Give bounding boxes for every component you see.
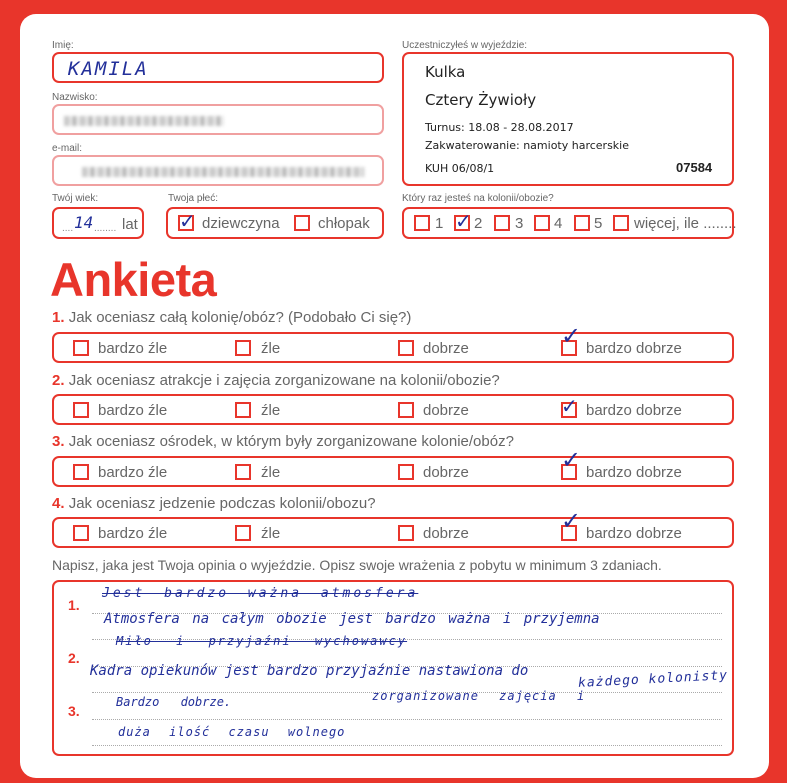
times-checkbox-3[interactable] (494, 215, 510, 231)
name-field[interactable] (52, 52, 384, 83)
q3-label-bad: źle (261, 464, 281, 481)
times-checkbox-more[interactable] (613, 215, 629, 231)
q3-label-very-bad: bardzo źle (98, 464, 168, 481)
q4-checkbox-good[interactable] (398, 525, 414, 541)
q4-label-good: dobrze (423, 525, 469, 542)
check-mark-icon: ✓ (561, 446, 582, 474)
q2-checkbox-very-bad[interactable] (73, 402, 89, 418)
q1-label-bad: źle (261, 340, 281, 357)
q4-checkbox-bad[interactable] (235, 525, 251, 541)
gender-group (166, 207, 384, 239)
camp-name: Kulka (425, 63, 466, 81)
opinion-number-3: 3. (68, 703, 80, 719)
times-label: Który raz jesteś na kolonii/obozie? (402, 193, 554, 204)
times-label-5: 5 (594, 215, 603, 232)
times-checkbox-1[interactable] (414, 215, 430, 231)
times-label-more: więcej, ile ........ (634, 215, 737, 232)
q3-label-very-good: bardzo dobrze (586, 464, 682, 481)
opinion-number-2: 2. (68, 650, 80, 666)
question-2-options (52, 394, 734, 425)
handwriting-line-3-struck: Miło i przyjaźni wychowawcy (116, 634, 408, 648)
handwriting-line-1-struck: Jest bardzo ważna atmosfera (102, 586, 419, 601)
q3-checkbox-very-bad[interactable] (73, 464, 89, 480)
q4-label-very-bad: bardzo źle (98, 525, 168, 542)
times-checkbox-5[interactable] (574, 215, 590, 231)
handwriting-line-6: duża ilość czasu wolnego (118, 725, 346, 739)
check-mark-icon: ✓ (561, 322, 582, 350)
age-value: 14 (74, 213, 94, 232)
opinion-number-1: 1. (68, 597, 80, 613)
q1-label-very-good: bardzo dobrze (586, 340, 682, 357)
q4-label-very-good: bardzo dobrze (586, 525, 682, 542)
q2-checkbox-bad[interactable] (235, 402, 251, 418)
q4-label-bad: źle (261, 525, 281, 542)
handwriting-line-5: Bardzo dobrze. (116, 695, 232, 709)
age-field[interactable]: .... 14 ........ lat (52, 207, 144, 239)
q1-label-good: dobrze (423, 340, 469, 357)
gender-label: Twoja płeć: (168, 193, 219, 204)
q1-label-very-bad: bardzo źle (98, 340, 168, 357)
times-label-4: 4 (554, 215, 563, 232)
name-label: Imię: (52, 40, 74, 51)
camp-theme: Cztery Żywioły (425, 91, 537, 109)
gender-checkbox-boy[interactable] (294, 215, 310, 231)
question-1-options (52, 322, 734, 363)
email-redacted (82, 167, 364, 177)
email-field[interactable] (52, 155, 384, 186)
gender-label-girl: dziewczyna (202, 215, 280, 232)
times-label-2: 2 (474, 215, 483, 232)
times-checkbox-4[interactable] (534, 215, 550, 231)
camp-number: 07584 (676, 160, 713, 175)
q3-checkbox-bad[interactable] (235, 464, 251, 480)
handwriting-line-4b: każdego kolonisty (577, 668, 729, 691)
handwriting-line-2: Atmosfera na całym obozie jest bardzo ważna i przyjemna (104, 611, 600, 627)
times-group (402, 207, 737, 239)
surname-redacted (64, 116, 224, 126)
q3-label-good: dobrze (423, 464, 469, 481)
gender-label-boy: chłopak (318, 215, 370, 232)
times-label-1: 1 (435, 215, 444, 232)
question-3-options (52, 446, 734, 487)
age-unit: lat (122, 216, 138, 233)
question-4-options (52, 507, 734, 548)
question-3: 3. Jak oceniasz ośrodek, w którym były zorganizowane kolonie/obóz? (52, 433, 514, 450)
q1-checkbox-good[interactable] (398, 340, 414, 356)
q1-checkbox-very-bad[interactable] (73, 340, 89, 356)
question-4: 4. Jak oceniasz jedzenie podczas kolonii/obozu? (52, 495, 376, 512)
q2-label-very-good: bardzo dobrze (586, 402, 682, 419)
camp-code: KUH 06/08/1 (425, 162, 495, 175)
participant-label: Uczestniczyłeś w wyjeździe: (402, 40, 528, 51)
q1-checkbox-bad[interactable] (235, 340, 251, 356)
times-label-3: 3 (515, 215, 524, 232)
handwriting-line-4: Kadra opiekunów jest bardzo przyjaźnie nastawiona do (90, 663, 529, 679)
survey-title: Ankieta (50, 253, 217, 306)
q4-checkbox-very-bad[interactable] (73, 525, 89, 541)
age-label: Twój wiek: (52, 193, 99, 204)
name-value: KAMILA (68, 58, 149, 80)
q2-label-very-bad: bardzo źle (98, 402, 168, 419)
opinion-prompt: Napisz, jaka jest Twoja opinia o wyjeździe. Opisz swoje wrażenia z pobytu w minimum 3 zdaniach. (52, 557, 662, 573)
check-mark-icon: ✓ (561, 507, 582, 535)
handwriting-line-5b: zorganizowane zajęcia i (372, 689, 586, 703)
check-mark-icon: ✓ (179, 209, 196, 233)
email-label: e-mail: (52, 143, 83, 154)
surname-field[interactable] (52, 104, 384, 135)
q2-checkbox-good[interactable] (398, 402, 414, 418)
question-2: 2. Jak oceniasz atrakcje i zajęcia zorganizowane na kolonii/obozie? (52, 372, 500, 389)
check-mark-icon: ✓ (561, 394, 578, 418)
question-1: 1. Jak oceniasz całą kolonię/obóz? (Podobało Ci się?) (52, 309, 412, 326)
camp-accommodation: Zakwaterowanie: namioty harcerskie (425, 139, 629, 152)
q2-label-bad: źle (261, 402, 281, 419)
camp-turnus: Turnus: 18.08 - 28.08.2017 (425, 121, 574, 134)
q2-label-good: dobrze (423, 402, 469, 419)
q3-checkbox-good[interactable] (398, 464, 414, 480)
check-mark-icon: ✓ (455, 209, 472, 233)
surname-label: Nazwisko: (52, 92, 98, 103)
